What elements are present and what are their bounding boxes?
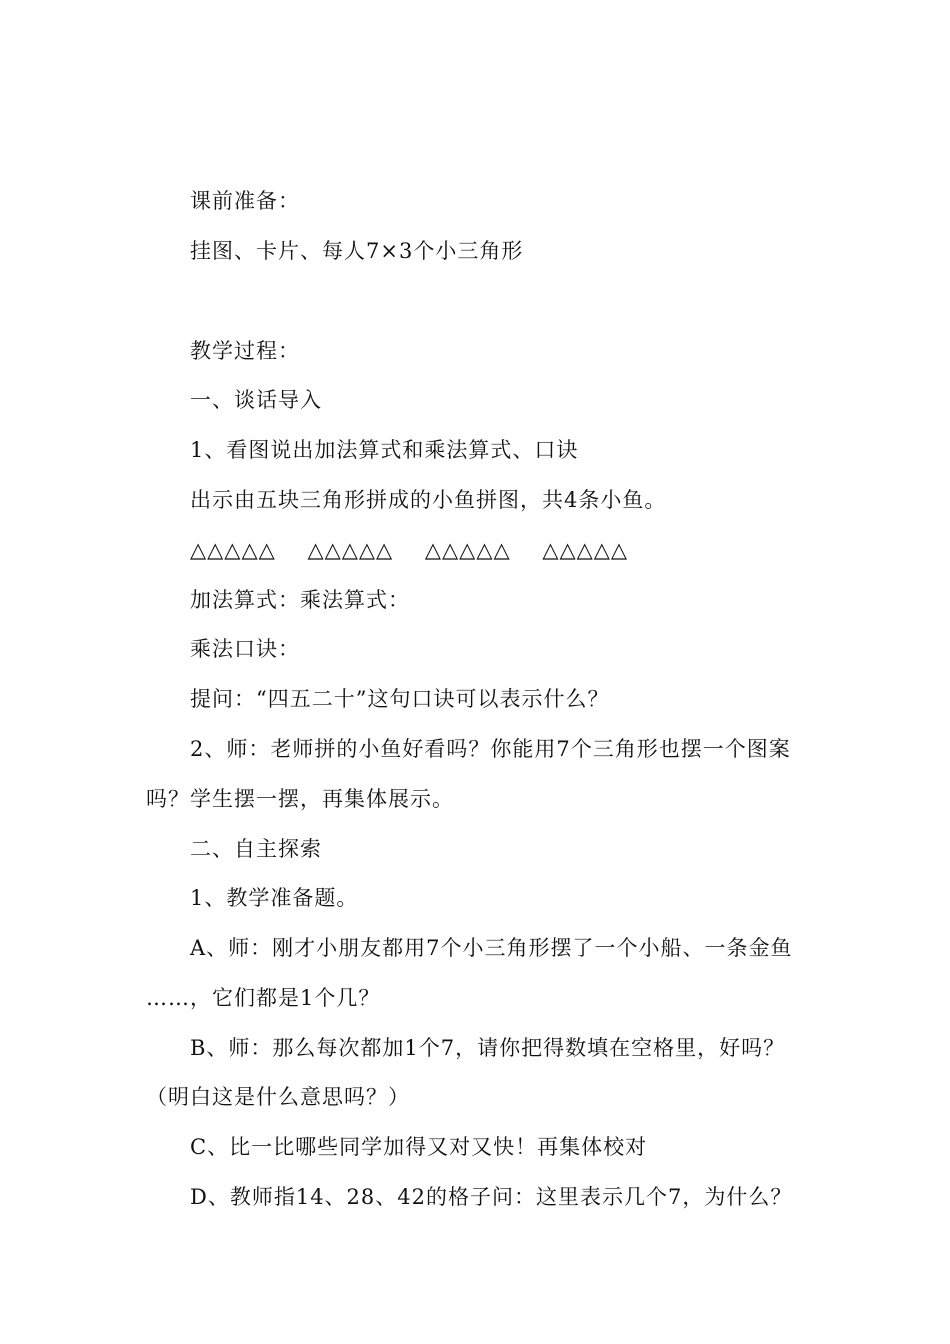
triangle-group: △△△△△	[542, 538, 629, 562]
section2-title: 二、自主探索	[190, 837, 322, 861]
d-line: D、教师指14、28、42的格子问：这里表示几个7，为什么？	[190, 1185, 793, 1209]
s1-item1: 1、看图说出加法算式和乘法算式、口诀	[190, 438, 579, 462]
prep-items: 挂图、卡片、每人7×3个小三角形	[190, 239, 524, 263]
mult-rhyme: 乘法口诀：	[190, 637, 300, 661]
triangle-group: △△△△△	[424, 538, 511, 562]
add-mult-formula: 加法算式：乘法算式：	[190, 588, 410, 612]
s1-show: 出示由五块三角形拼成的小鱼拼图，共4条小鱼。	[190, 488, 667, 512]
triangle-group: △△△△△	[307, 538, 394, 562]
c-line: C、比一比哪些同学加得又对又快！再集体校对	[190, 1135, 648, 1159]
triangle-row	[190, 525, 652, 575]
a-line2: ……，它们都是1个几？	[146, 986, 381, 1010]
section1-title: 一、谈话导入	[190, 388, 322, 412]
s1-item2-line2: 吗？学生摆一摆，再集体展示。	[146, 787, 454, 811]
a-line1: A、师：刚才小朋友都用7个小三角形摆了一个小船、一条金鱼	[190, 936, 793, 960]
prep-heading: 课前准备：	[190, 189, 300, 213]
question: 提问：“四五二十”这句口诀可以表示什么？	[190, 687, 610, 711]
triangle-group: △△△△△	[190, 538, 276, 562]
s2-item1: 1、教学准备题。	[190, 886, 359, 910]
b-line2: （明白这是什么意思吗？）	[146, 1085, 410, 1109]
b-line1: B、师：那么每次都加1个7，请你把得数填在空格里，好吗？	[190, 1036, 786, 1060]
process-heading: 教学过程：	[190, 339, 300, 363]
s1-item2-line1: 2、师：老师拼的小鱼好看吗？你能用7个三角形也摆一个图案	[190, 737, 791, 761]
